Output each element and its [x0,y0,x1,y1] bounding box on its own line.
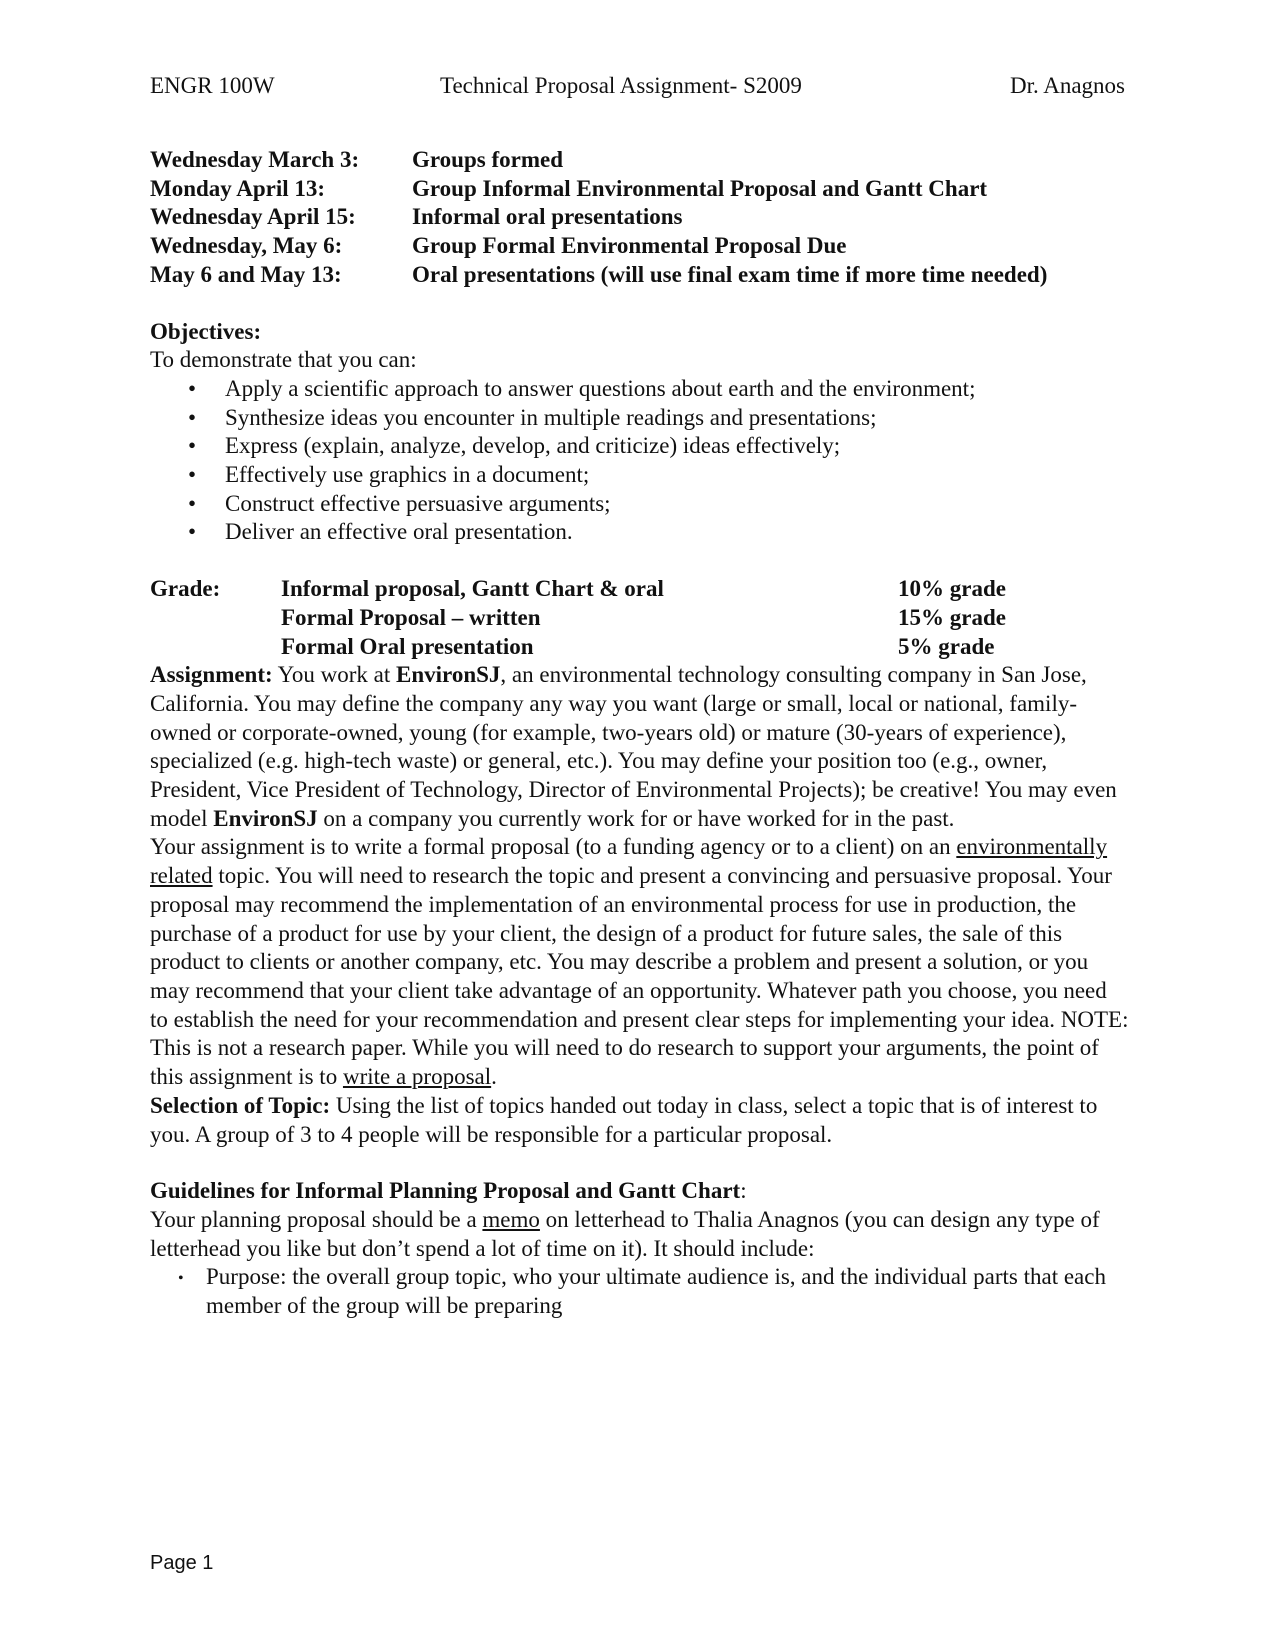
task-paragraph [150,833,1130,1091]
document-title: Technical Proposal Assignment- S2009 [440,73,802,98]
grade-table [281,575,1130,661]
guidelines-heading: Guidelines for Informal Planning Proposal and Gantt Chart [150,1178,741,1204]
schedule-event: Informal oral presentations [412,204,683,230]
course-code: ENGR 100W [150,73,275,98]
objective-item: • Synthesize ideas you encounter in multiple readings and presentations; [150,404,1130,433]
schedule-row [150,232,1130,261]
schedule-event: Group Formal Environmental Proposal Due [412,233,847,259]
objectives-heading: Objectives: [150,318,262,344]
guidelines-paragraph [150,1206,1130,1263]
assignment-text: You work at [272,662,396,688]
selection-paragraph [150,1092,1130,1149]
assignment-text: on a company you currently work for or have worked for in the past. [317,805,955,831]
guidelines-text: Your planning proposal should be a [150,1206,483,1232]
objectives-intro: To demonstrate that you can: [150,347,417,373]
task-text: topic. You will need to research the topic and present a convincing and persuasive proposal. Your proposal may recommend the implementation of an environmental process for use in production, the purchase of a product for use by your client, the design of a product for future sales, the sale of this product to clients or another company, etc. You may describe a problem and present a solution, or you may recommend that your client take advantage of an opportunity. Whatever path you choose, you need to establish the need for your recommendation and present clear steps for implementing your idea. NOTE: This is not a research paper. While you will need to do research to support your arguments, the point of this assignment is to [150,863,1129,1090]
page-header [150,73,1125,103]
underlined-text: write a proposal [342,1064,492,1090]
selection-label: Selection of Topic: [150,1092,331,1118]
schedule-date: Wednesday March 3: [150,147,360,172]
guidelines-section [150,1177,1130,1321]
company-name: EnvironSJ [213,805,318,831]
company-name: EnvironSJ [396,662,501,688]
assignment-label: Assignment: [150,662,273,688]
document-body [150,146,1130,1321]
grade-weight: 10% grade [898,576,1006,602]
schedule-date: May 6 and May 13: [150,261,342,287]
assignment-paragraph [150,661,1130,833]
schedule-date: Wednesday, May 6: [150,233,343,259]
grade-row [281,604,1130,633]
heading-colon: : [740,1178,747,1204]
grade-section [150,575,1130,661]
selection-text: Using the list of topics handed out today in class, select a topic that is of interest to you. A group of 3 to 4 people will be responsible for a particular proposal. [150,1092,1098,1147]
grade-weight: 15% grade [898,604,1006,630]
schedule-event: Group Informal Environmental Proposal and Gantt Chart [412,175,988,201]
objective-item: • Construct effective persuasive arguments; [150,490,1130,519]
schedule-row [150,146,1130,175]
schedule-row [150,175,1130,204]
schedule-event: Oral presentations (will use final exam time if more time needed) [412,261,1048,287]
underlined-text: environmentally related [150,834,1108,889]
assignment-text: , an environmental technology consulting company in San Jose, California. You may define the company any way you want (large or small, local or national, family-owned or corporate-owned, young (for example, two-years old) or mature (30-years of experience), specialized (e.g. high-tech waste) or general, etc.). You may define your position too (e.g., owner, President, Vice President of Technology, Director of Environmental Projects); be creative! You may even model [150,662,1117,831]
objective-item: • Express (explain, analyze, develop, and criticize) ideas effectively; [150,432,1130,461]
schedule-event: Groups formed [412,147,563,172]
instructor-name: Dr. Anagnos [1010,73,1125,98]
objective-item: • Apply a scientific approach to answer questions about earth and the environment; [150,375,1130,404]
task-text: . [491,1064,497,1090]
guideline-item: • Purpose: the overall group topic, who your ultimate audience is, and the individual parts that each member of the group will be preparing [150,1263,1130,1320]
schedule-date: Wednesday April 15: [150,204,356,230]
grade-item: Formal Proposal – written [281,604,541,630]
page-number: Page 1 [150,1552,214,1574]
objectives-section [150,318,1130,548]
grade-row [281,575,1130,604]
objective-item: • Effectively use graphics in a document; [150,461,1130,490]
grade-row [281,633,1130,662]
grade-item: Formal Oral presentation [281,633,534,659]
task-text: Your assignment is to write a formal proposal (to a funding agency or to a client) on an [150,834,957,860]
underlined-text: memo [482,1206,540,1232]
schedule [150,146,1130,290]
schedule-date: Monday April 13: [150,175,326,201]
schedule-row [150,261,1130,290]
grade-label: Grade: [150,576,221,602]
guidelines-text: on letterhead to Thalia Anagnos (you can design any type of letterhead you like but don’t spend a lot of time on it). It should include: [150,1206,1100,1261]
schedule-row [150,203,1130,232]
objective-item: • Deliver an effective oral presentation. [150,518,1130,547]
grade-item: Informal proposal, Gantt Chart & oral [281,576,664,602]
grade-weight: 5% grade [898,633,995,659]
guidelines-list [150,1263,1130,1320]
objectives-list [150,375,1130,547]
